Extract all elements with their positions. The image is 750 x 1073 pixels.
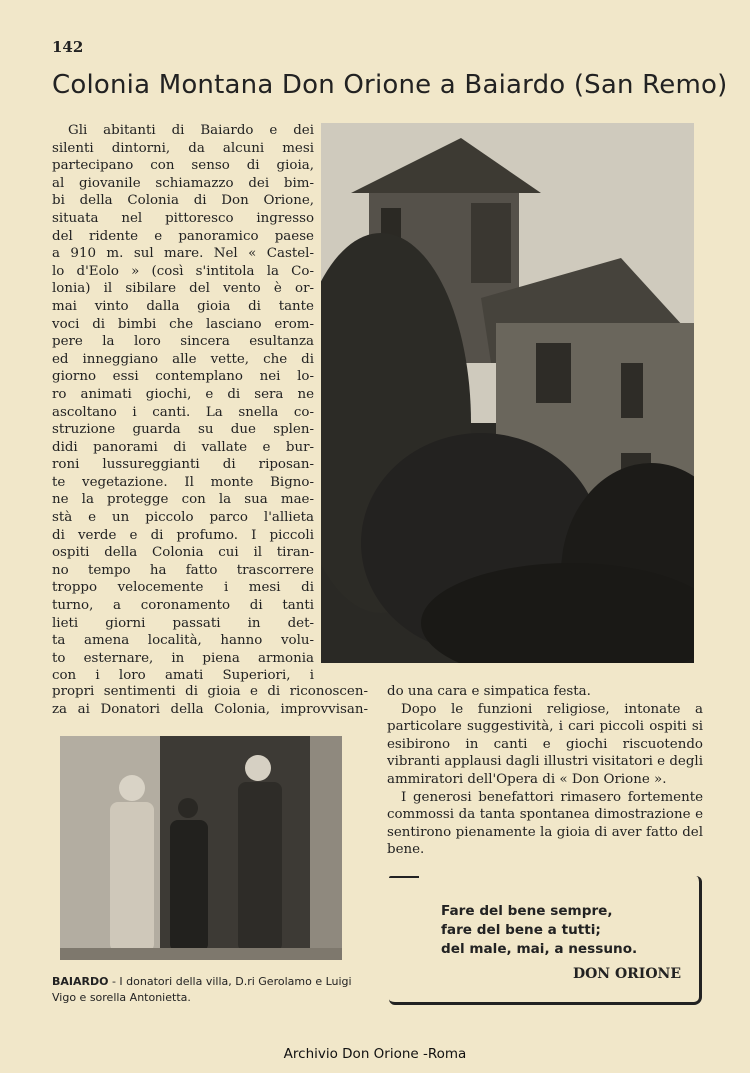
- article-line: ospiti della Colonia cui il tiran-: [52, 545, 314, 561]
- article-line: turno, a coronamento di tanti: [52, 598, 314, 614]
- article-line: al giovanile schiamazzo dei bim-: [52, 175, 314, 191]
- article-line: con i loro amati Superiori, i: [52, 668, 314, 684]
- article-column-right: [387, 683, 703, 859]
- article-line: situata nel pittoresco ingresso: [52, 210, 314, 226]
- quote-line: fare del bene a tutti;: [441, 922, 601, 938]
- caption-text: - I donatori della villa, D.ri Gerolamo e Luigi Vigo e sorella Antonietta.: [52, 975, 352, 1004]
- article-line: lonia) il sibilare del vento è or-: [52, 281, 314, 297]
- article-line: ed inneggiano alle vette, che di: [52, 351, 314, 367]
- donors-photo: [60, 736, 342, 960]
- caption-place: BAIARDO: [52, 975, 109, 988]
- article-line: troppo velocemente i mesi di: [52, 580, 314, 596]
- quote-box-corner: [389, 876, 419, 878]
- article-line: te vegetazione. Il monte Bigno-: [52, 474, 314, 490]
- article-title: Colonia Montana Don Orione a Baiardo (San Remo): [52, 70, 728, 100]
- article-line: pere la loro sincera esultanza: [52, 334, 314, 350]
- article-line: lo d'Eolo » (così s'intitola la Co-: [52, 263, 314, 279]
- article-line: roni lussureggianti di riposan-: [52, 457, 314, 473]
- quote-line: Fare del bene sempre,: [441, 903, 613, 919]
- article-line: mai vinto dalla gioia di tante: [52, 298, 314, 314]
- article-line: del ridente e panoramico paese: [52, 228, 314, 244]
- article-line: ne la protegge con la sua mae-: [52, 492, 314, 508]
- article-line: lieti giorni passati in det-: [52, 615, 314, 631]
- article-line: ro animati giochi, e di sera ne: [52, 386, 314, 402]
- article-paragraph: I generosi benefattori rimasero fortemente commossi da tanta spontanea dimostrazione e sentirono pienamente la gioia di aver fatto del bene.: [387, 789, 703, 858]
- article-line: ta amena località, hanno volu-: [52, 633, 314, 649]
- article-paragraph: Dopo le funzioni religiose, intonate a particolare suggestività, i cari piccoli ospiti si esibirono in canti e giochi riscuotendo vibranti applausi dagli illustri visitatori e degli ammiratori dell'Opera di « Don Orione ».: [387, 701, 703, 787]
- article-line: stà e un piccolo parco l'allieta: [52, 510, 314, 526]
- article-line: no tempo ha fatto trascorrere: [52, 562, 314, 578]
- article-line: partecipano con senso di gioia,: [52, 158, 314, 174]
- quote-box: [389, 876, 702, 1005]
- article-line: struzione guarda su due splen-: [52, 422, 314, 438]
- photo-caption: [52, 974, 372, 1006]
- article-line: voci di bimbi che lasciano erom-: [52, 316, 314, 332]
- article-line: silenti dintorni, da alcuni mesi: [52, 140, 314, 156]
- article-line: bi della Colonia di Don Orione,: [52, 193, 314, 209]
- page-number: 142: [52, 38, 84, 56]
- article-line: giorno essi contemplano nei lo-: [52, 369, 314, 385]
- article-line: ascoltano i canti. La snella co-: [52, 404, 314, 420]
- article-line: di verde e di profumo. I piccoli: [52, 527, 314, 543]
- article-line: za ai Donatori della Colonia, improvvisan-: [52, 701, 368, 717]
- quote-lines: [441, 902, 637, 959]
- article-line: Gli abitanti di Baiardo e dei: [68, 123, 314, 138]
- article-line: didi panorami di vallate e bur-: [52, 439, 314, 455]
- article-span-text: [52, 683, 368, 718]
- colony-building-photo: [321, 123, 694, 663]
- article-line: to esternare, in piena armonia: [52, 650, 314, 666]
- article-paragraph: do una cara e simpatica festa.: [387, 684, 591, 699]
- quote-line: del male, mai, a nessuno.: [441, 941, 638, 957]
- article-column-left: [52, 122, 314, 685]
- article-line: propri sentimenti di gioia e di riconoscen-: [52, 684, 368, 699]
- archive-footer: Archivio Don Orione -Roma: [283, 1046, 467, 1062]
- quote-signature: DON ORIONE: [572, 966, 681, 982]
- article-line: a 910 m. sul mare. Nel « Castel-: [52, 246, 314, 262]
